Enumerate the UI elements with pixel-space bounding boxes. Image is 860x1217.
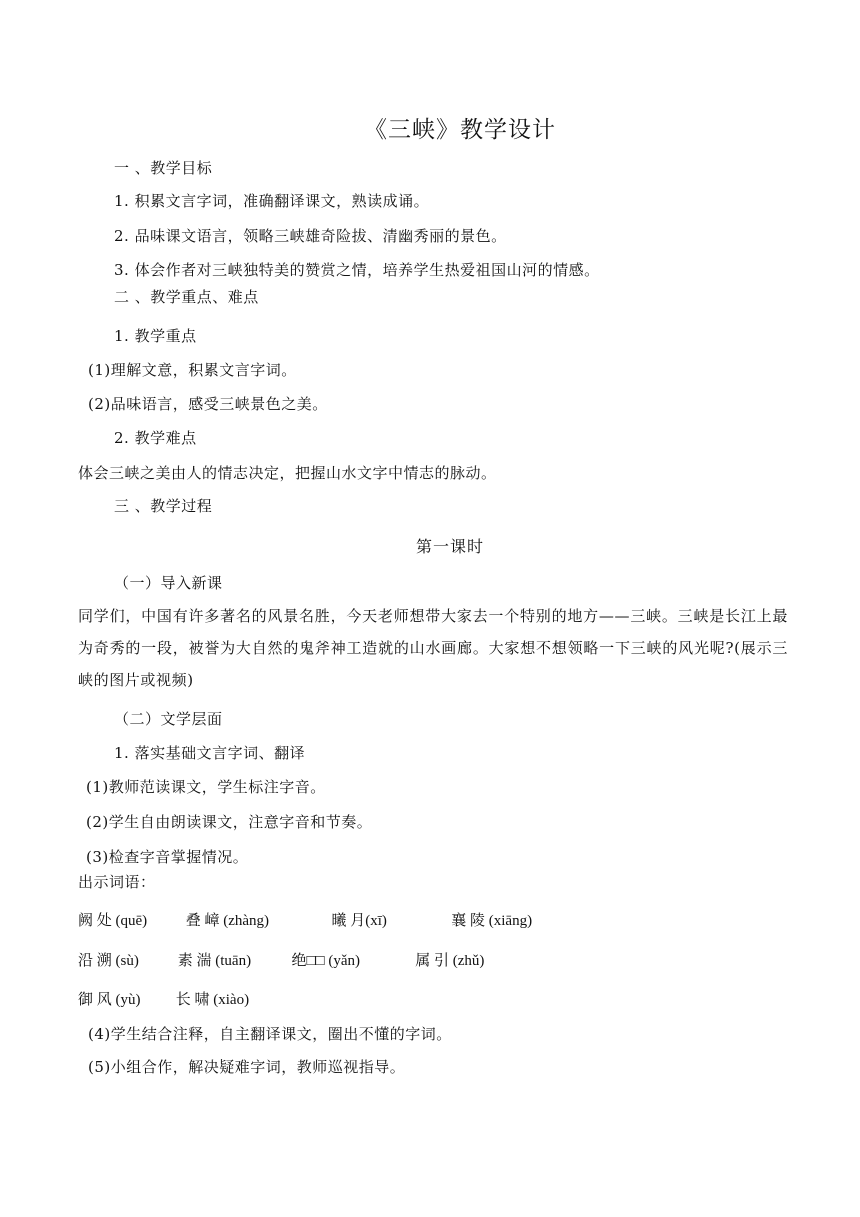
document-title: 《三峡》教学设计 — [364, 117, 556, 143]
part-heading-literary: （二）文学层面 — [114, 710, 223, 728]
section-heading-objectives: 一 、教学目标 — [114, 159, 213, 177]
focus-heading: 1. 教学重点 — [114, 327, 197, 345]
lesson-title: 第一课时 — [415, 537, 484, 556]
words-label: 出示词语： — [78, 873, 156, 891]
focus-item: (2)品味语言，感受三峡景色之美。 — [88, 395, 328, 413]
vocab-word: 绝□□ (yǎn) — [291, 953, 361, 969]
objective-item: 1. 积累文言字词，准确翻译课文，熟读成诵。 — [114, 192, 430, 210]
vocab-word: 长 啸 (xiào) — [175, 992, 250, 1008]
objective-item: 3. 体会作者对三峡独特美的赞赏之情，培养学生热爱祖国山河的情感。 — [114, 261, 600, 279]
section-heading-key-points: 二 、教学重点、难点 — [114, 288, 259, 306]
vocab-word: 叠 嶂 (zhàng) — [185, 913, 270, 929]
vocab-word: 沿 溯 (sù) — [78, 953, 139, 969]
vocab-word: 曦 月(xī) — [331, 913, 387, 929]
difficulty-text: 体会三峡之美由人的情志决定，把握山水文字中情志的脉动。 — [78, 464, 497, 482]
part-heading-intro: （一）导入新课 — [114, 574, 223, 592]
step-item: (4)学生结合注释，自主翻译课文，圈出不懂的字词。 — [88, 1025, 452, 1043]
vocab-word: 素 湍 (tuān) — [177, 953, 252, 969]
step-item: (5)小组合作，解决疑难字词，教师巡视指导。 — [88, 1058, 406, 1076]
step-item: (3)检查字音掌握情况。 — [86, 848, 249, 866]
vocab-word: 襄 陵 (xiāng) — [451, 913, 533, 929]
focus-item: (1)理解文意，积累文言字词。 — [88, 361, 297, 379]
step-heading: 1. 落实基础文言字词、翻译 — [114, 744, 306, 762]
vocab-row — [78, 951, 484, 971]
vocab-row — [78, 911, 532, 931]
objective-item: 2. 品味课文语言，领略三峡雄奇险拔、清幽秀丽的景色。 — [114, 227, 507, 245]
vocab-row — [78, 990, 249, 1010]
vocab-word: 御 风 (yù) — [78, 992, 141, 1008]
step-item: (1)教师范读课文，学生标注字音。 — [86, 778, 326, 796]
step-item: (2)学生自由朗读课文，注意字音和节奏。 — [86, 813, 373, 831]
intro-paragraph: 同学们，中国有许多著名的风景名胜，今天老师想带大家去一个特别的地方——三峡。三峡是长江上最为奇秀的一段，被誉为大自然的鬼斧神工造就的山水画廊。大家想不想领略一下三峡的风光呢?(展示三峡的图片或视频) — [78, 607, 788, 689]
difficulty-heading: 2. 教学难点 — [114, 429, 197, 447]
vocab-word: 属 引 (zhǔ) — [415, 953, 485, 969]
section-heading-process: 三 、教学过程 — [114, 497, 213, 515]
vocab-word: 阙 处 (quē) — [78, 913, 148, 929]
